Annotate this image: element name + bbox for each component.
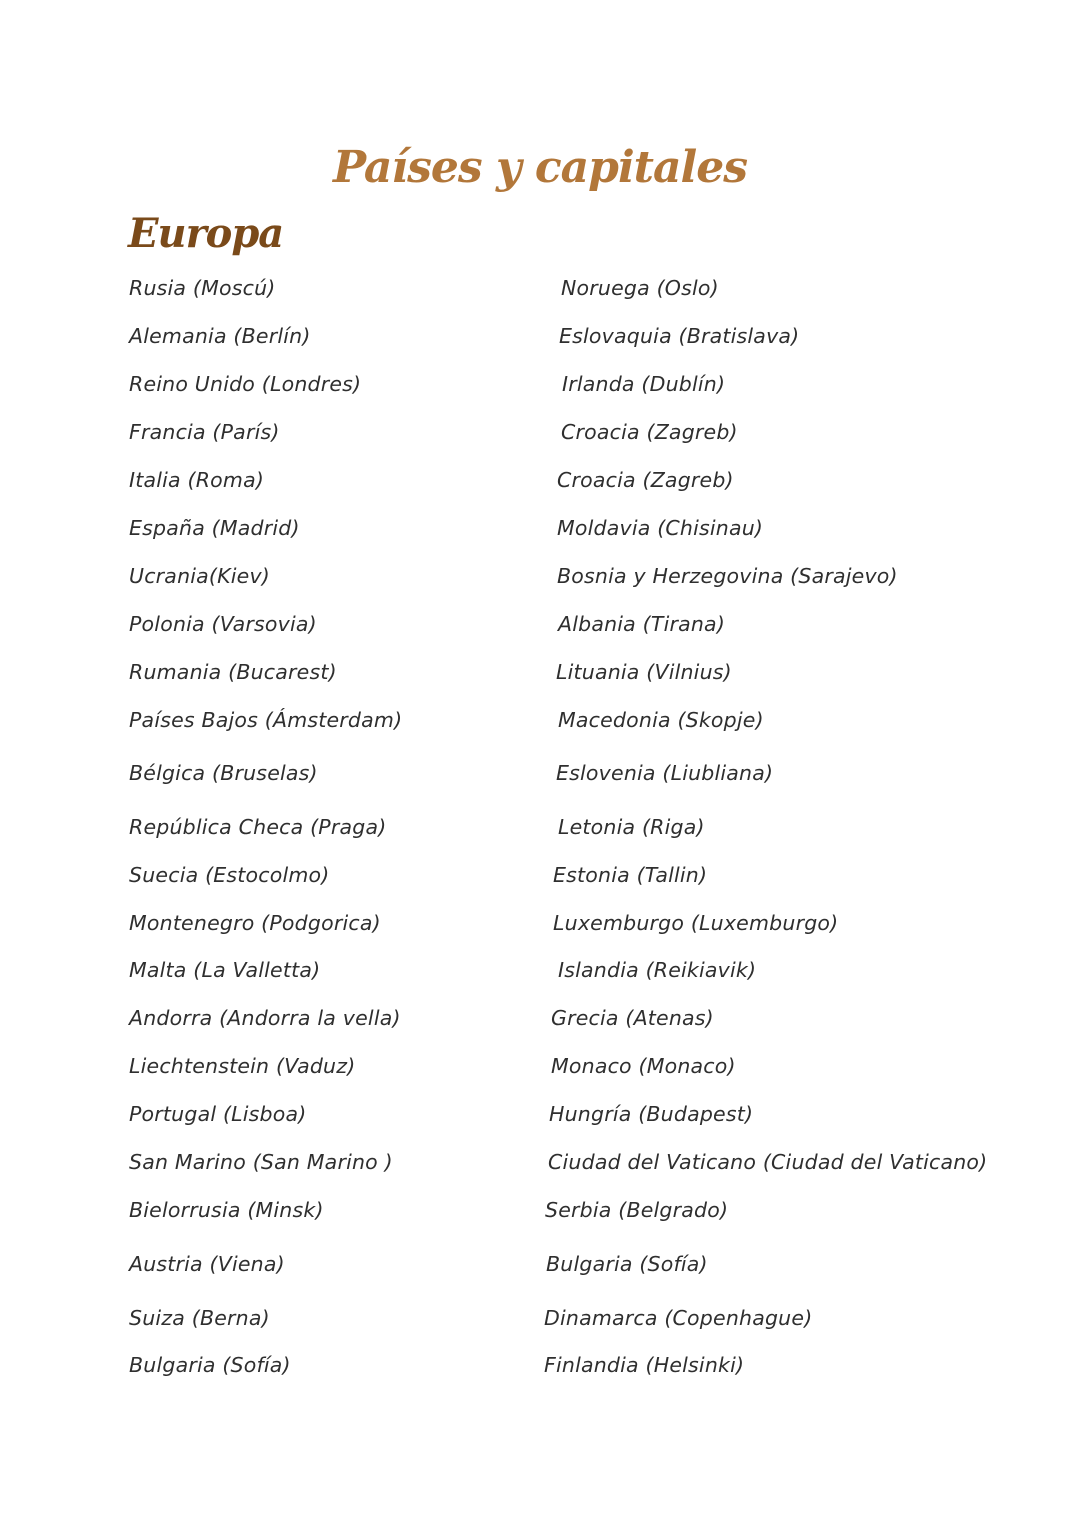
country-capital-entry: Portugal (Lisboa) [129,1102,307,1126]
country-capital-entry: Países Bajos (Ámsterdam) [129,708,403,732]
country-capital-entry: Croacia (Zagreb) [557,468,734,492]
country-capital-entry: Macedonia (Skopje) [558,708,764,732]
country-capital-entry: Austria (Viena) [129,1252,285,1276]
country-capital-entry: Grecia (Atenas) [551,1006,714,1030]
country-capital-entry: Luxemburgo (Luxemburgo) [553,911,839,935]
country-capital-entry: Serbia (Belgrado) [545,1198,729,1222]
country-capital-entry: España (Madrid) [129,516,300,540]
country-capital-entry: República Checa (Praga) [129,815,387,839]
country-capital-entry: Dinamarca (Copenhague) [544,1306,813,1330]
country-capital-entry: Montenegro (Podgorica) [129,911,381,935]
country-capital-entry: Islandia (Reikiavik) [558,958,757,982]
country-capital-entry: Bulgaria (Sofía) [546,1252,708,1276]
country-capital-entry: Bélgica (Bruselas) [129,761,318,785]
country-capital-entry: Eslovaquia (Bratislava) [559,324,800,348]
country-capital-entry: Rumania (Bucarest) [129,660,337,684]
country-capital-entry: Estonia (Tallin) [553,863,708,887]
page-title: Países y capitales [333,142,747,193]
country-capital-entry: Irlanda (Dublín) [562,372,726,396]
country-capital-entry: Croacia (Zagreb) [561,420,738,444]
country-capital-entry: Finlandia (Helsinki) [544,1353,745,1377]
country-capital-entry: Suiza (Berna) [129,1306,270,1330]
country-capital-entry: Hungría (Budapest) [549,1102,754,1126]
section-heading-europa: Europa [128,210,284,257]
country-capital-entry: Francia (París) [129,420,280,444]
country-capital-entry: Bosnia y Herzegovina (Sarajevo) [557,564,898,588]
country-capital-entry: Rusia (Moscú) [129,276,276,300]
country-capital-entry: Andorra (Andorra la vella) [129,1006,401,1030]
country-capital-entry: Ciudad del Vaticano (Ciudad del Vaticano) [548,1150,988,1174]
country-capital-entry: Monaco (Monaco) [551,1054,736,1078]
country-capital-entry: Lituania (Vilnius) [556,660,732,684]
country-capital-entry: Suecia (Estocolmo) [129,863,330,887]
country-capital-entry: San Marino (San Marino ) [129,1150,393,1174]
country-capital-entry: Ucrania(Kiev) [129,564,270,588]
country-capital-entry: Reino Unido (Londres) [129,372,362,396]
country-capital-entry: Polonia (Varsovia) [129,612,317,636]
country-capital-entry: Liechtenstein (Vaduz) [129,1054,356,1078]
country-capital-entry: Alemania (Berlín) [129,324,311,348]
country-capital-entry: Moldavia (Chisinau) [557,516,764,540]
country-capital-entry: Bulgaria (Sofía) [129,1353,291,1377]
country-capital-entry: Albania (Tirana) [558,612,726,636]
country-capital-entry: Noruega (Oslo) [561,276,719,300]
country-capital-entry: Bielorrusia (Minsk) [129,1198,324,1222]
country-capital-entry: Letonia (Riga) [558,815,705,839]
country-capital-entry: Malta (La Valletta) [129,958,321,982]
country-capital-entry: Italia (Roma) [129,468,265,492]
country-capital-entry: Eslovenia (Liubliana) [556,761,774,785]
